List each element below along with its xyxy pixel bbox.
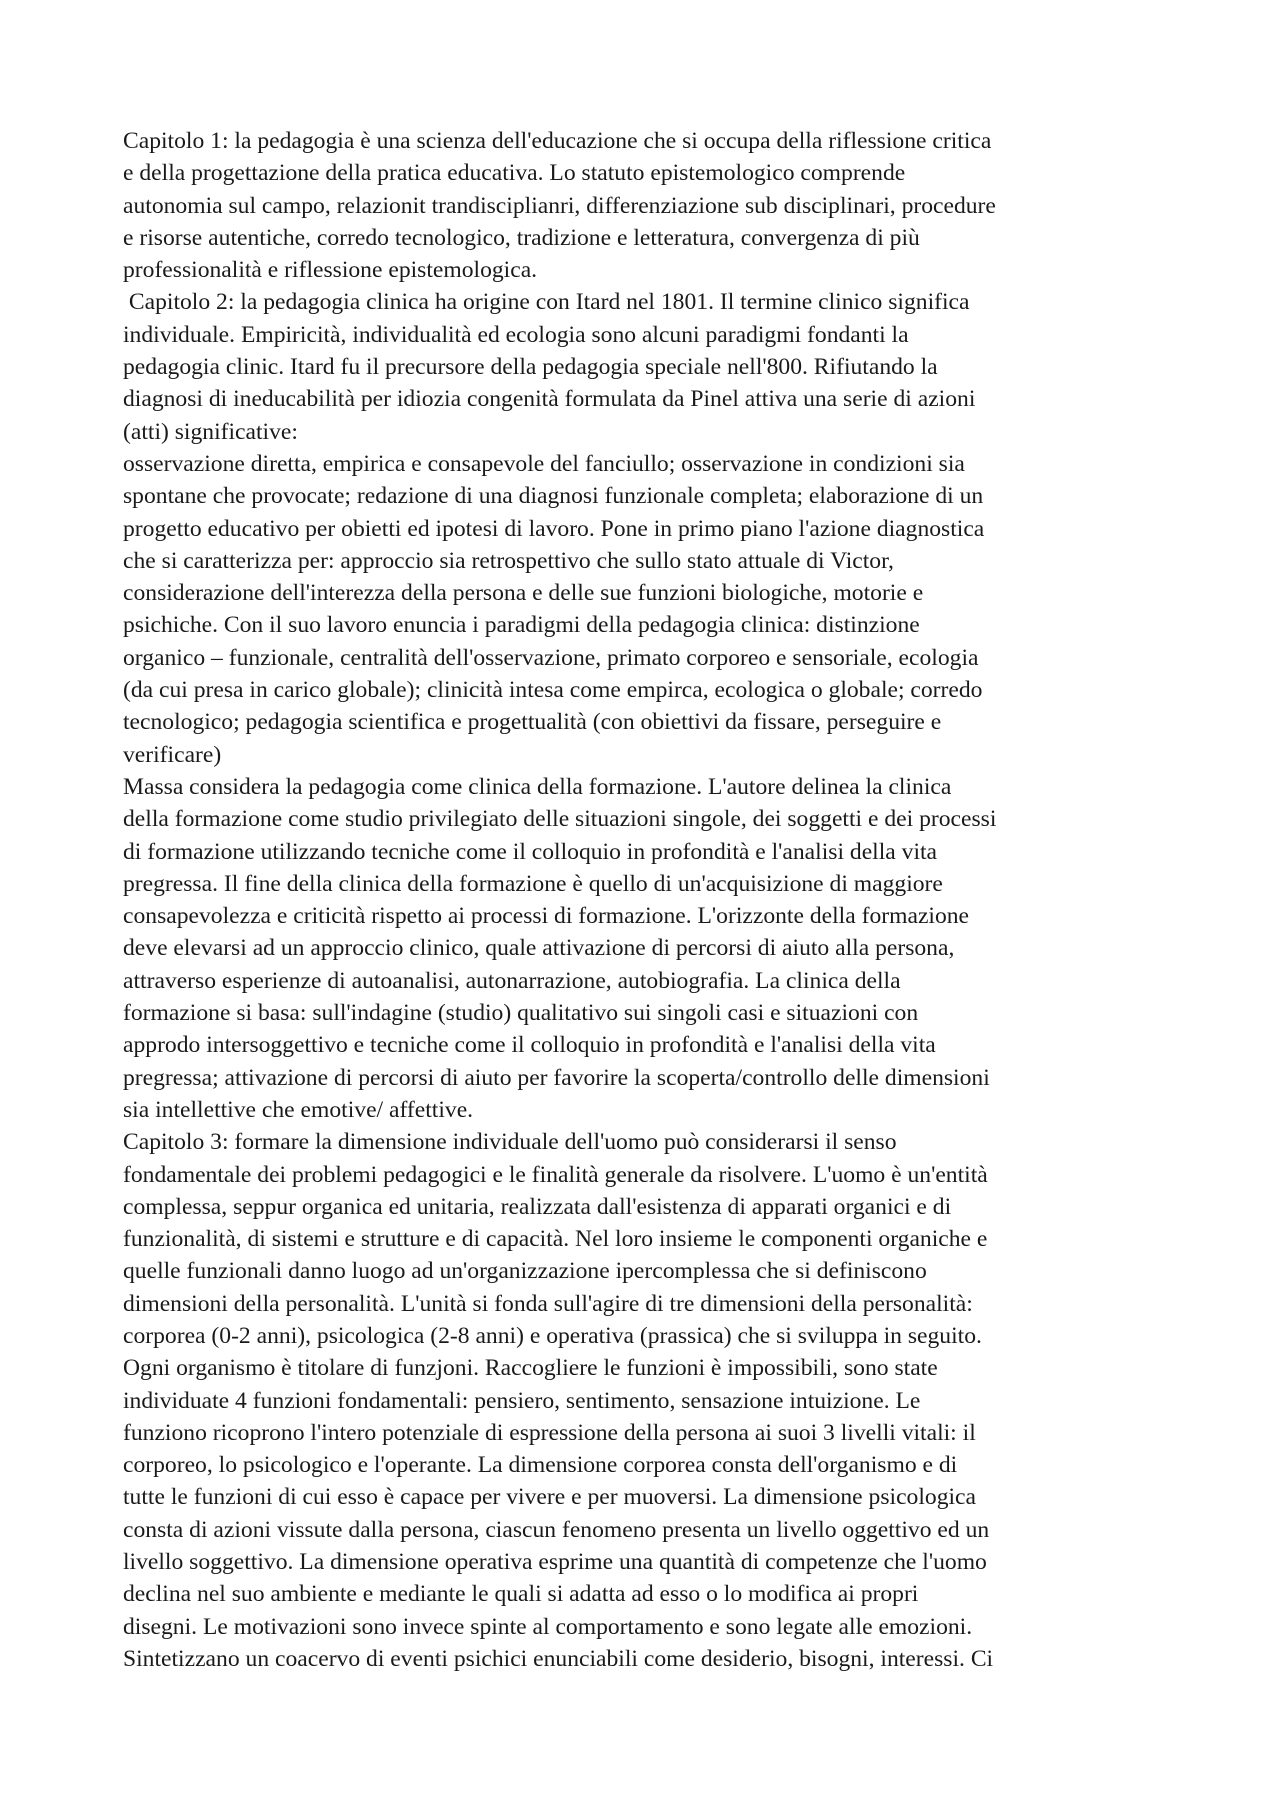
- text-line: autonomia sul campo, relazionit trandisciplianri, differenziazione sub disciplinari, procedure: [123, 192, 996, 219]
- text-line: diagnosi di ineducabilità per idiozia congenità formulata da Pinel attiva una serie di azioni: [123, 386, 976, 413]
- text-line: approdo intersoggettivo e tecniche come il colloquio in profondità e l'analisi della vita: [123, 1032, 936, 1059]
- text-line: Capitolo 1: la pedagogia è una scienza dell'educazione che si occupa della riflessione critica: [123, 128, 992, 154]
- text-line: corporeo, lo psicologico e l'operante. La dimensione corporea consta dell'organismo e di: [123, 1452, 958, 1479]
- text-line: dimensioni della personalità. L'unità si fonda sull'agire di tre dimensioni della personalità:: [123, 1290, 973, 1317]
- text-line: Massa considera la pedagogia come clinica della formazione. L'autore delinea la clinica: [123, 773, 952, 800]
- text-line: e risorse autentiche, corredo tecnologico, tradizione e letteratura, convergenza di più: [123, 224, 920, 251]
- text-line: professionalità e riflessione epistemologica.: [123, 257, 538, 284]
- text-line: sia intellettive che emotive/ affettive.: [123, 1096, 474, 1123]
- text-line: declina nel suo ambiente e mediante le quali si adatta ad esso o lo modifica ai propri: [123, 1581, 919, 1608]
- text-line: funzionalità, di sistemi e strutture e di capacità. Nel loro insieme le componenti organiche e: [123, 1226, 988, 1253]
- text-line: funziono ricoprono l'intero potenziale di espressione della persona ai suoi 3 livelli vitali: il: [123, 1419, 976, 1446]
- text-line: pedagogia clinic. Itard fu il precursore della pedagogia speciale nell'800. Rifiutando la: [123, 354, 938, 381]
- document-body: [123, 125, 1173, 1675]
- text-line: livello soggettivo. La dimensione operativa esprime una quantità di competenze che l'uomo: [123, 1549, 987, 1576]
- text-line: di formazione utilizzando tecniche come il colloquio in profondità e l'analisi della vita: [123, 838, 938, 865]
- text-line: attraverso esperienze di autoanalisi, autonarrazione, autobiografia. La clinica della: [123, 967, 901, 994]
- text-line: pregressa; attivazione di percorsi di aiuto per favorire la scoperta/controllo delle dimensioni: [123, 1064, 990, 1091]
- text-line: spontane che provocate; redazione di una diagnosi funzionale completa; elaborazione di un: [123, 483, 984, 510]
- text-line: formazione si basa: sull'indagine (studio) qualitativo sui singoli casi e situazioni con: [123, 1000, 919, 1027]
- text-line: osservazione diretta, empirica e consapevole del fanciullo; osservazione in condizioni sia: [123, 450, 965, 477]
- text-line: Capitolo 3: formare la dimensione individuale dell'uomo può considerarsi il senso: [123, 1129, 897, 1156]
- text-line: fondamentale dei problemi pedagogici e le finalità generale da risolvere. L'uomo è un'entità: [123, 1161, 988, 1188]
- text-line: individuale. Empiricità, individualità ed ecologia sono alcuni paradigmi fondanti la: [123, 321, 909, 348]
- text-line: complessa, seppur organica ed unitaria, realizzata dall'esistenza di apparati organici e di: [123, 1193, 952, 1220]
- text-line: corporea (0-2 anni), psicologica (2-8 anni) e operativa (prassica) che si sviluppa in seguito.: [123, 1322, 982, 1349]
- text-line: organico – funzionale, centralità dell'osservazione, primato corporeo e sensoriale, ecologia: [123, 644, 979, 671]
- text-line: tecnologico; pedagogia scientifica e progettualità (con obiettivi da fissare, perseguire e: [123, 709, 942, 736]
- text-line: psichiche. Con il suo lavoro enuncia i paradigmi della pedagogia clinica: distinzione: [123, 612, 920, 639]
- text-line: individuate 4 funzioni fondamentali: pensiero, sentimento, sensazione intuizione. Le: [123, 1387, 921, 1414]
- text-line: Capitolo 2: la pedagogia clinica ha origine con Itard nel 1801. Il termine clinico significa: [123, 289, 970, 316]
- text-line: progetto educativo per obietti ed ipotesi di lavoro. Pone in primo piano l'azione diagnostica: [123, 515, 985, 542]
- text-line: (da cui presa in carico globale); clinicità intesa come empirca, ecologica o globale; corredo: [123, 677, 983, 704]
- text-line: pregressa. Il fine della clinica della formazione è quello di un'acquisizione di maggiore: [123, 870, 943, 897]
- text-line: (atti) significative:: [123, 418, 298, 445]
- text-line: tutte le funzioni di cui esso è capace per vivere e per muoversi. La dimensione psicologica: [123, 1484, 976, 1511]
- text-line: Ogni organismo è titolare di funzjoni. Raccogliere le funzioni è impossibili, sono state: [123, 1355, 938, 1382]
- text-line: che si caratterizza per: approccio sia retrospettivo che sullo stato attuale di Victor,: [123, 547, 894, 574]
- text-line: considerazione dell'interezza della persona e delle sue funzioni biologiche, motorie e: [123, 580, 924, 607]
- text-line: della formazione come studio privilegiato delle situazioni singole, dei soggetti e dei processi: [123, 806, 997, 833]
- text-line: consapevolezza e criticità rispetto ai processi di formazione. L'orizzonte della formazione: [123, 903, 970, 930]
- text-line: Sintetizzano un coacervo di eventi psichici enunciabili come desiderio, bisogni, interessi. Ci: [123, 1645, 994, 1672]
- text-line: quelle funzionali danno luogo ad un'organizzazione ipercomplessa che si definiscono: [123, 1258, 927, 1285]
- text-line: verificare): [123, 741, 222, 768]
- text-line: e della progettazione della pratica educativa. Lo statuto epistemologico comprende: [123, 160, 906, 187]
- text-line: deve elevarsi ad un approccio clinico, quale attivazione di percorsi di aiuto alla persona,: [123, 935, 955, 962]
- text-line: disegni. Le motivazioni sono invece spinte al comportamento e sono legate alle emozioni.: [123, 1613, 973, 1640]
- text-line: consta di azioni vissute dalla persona, ciascun fenomeno presenta un livello oggettivo ed un: [123, 1516, 990, 1543]
